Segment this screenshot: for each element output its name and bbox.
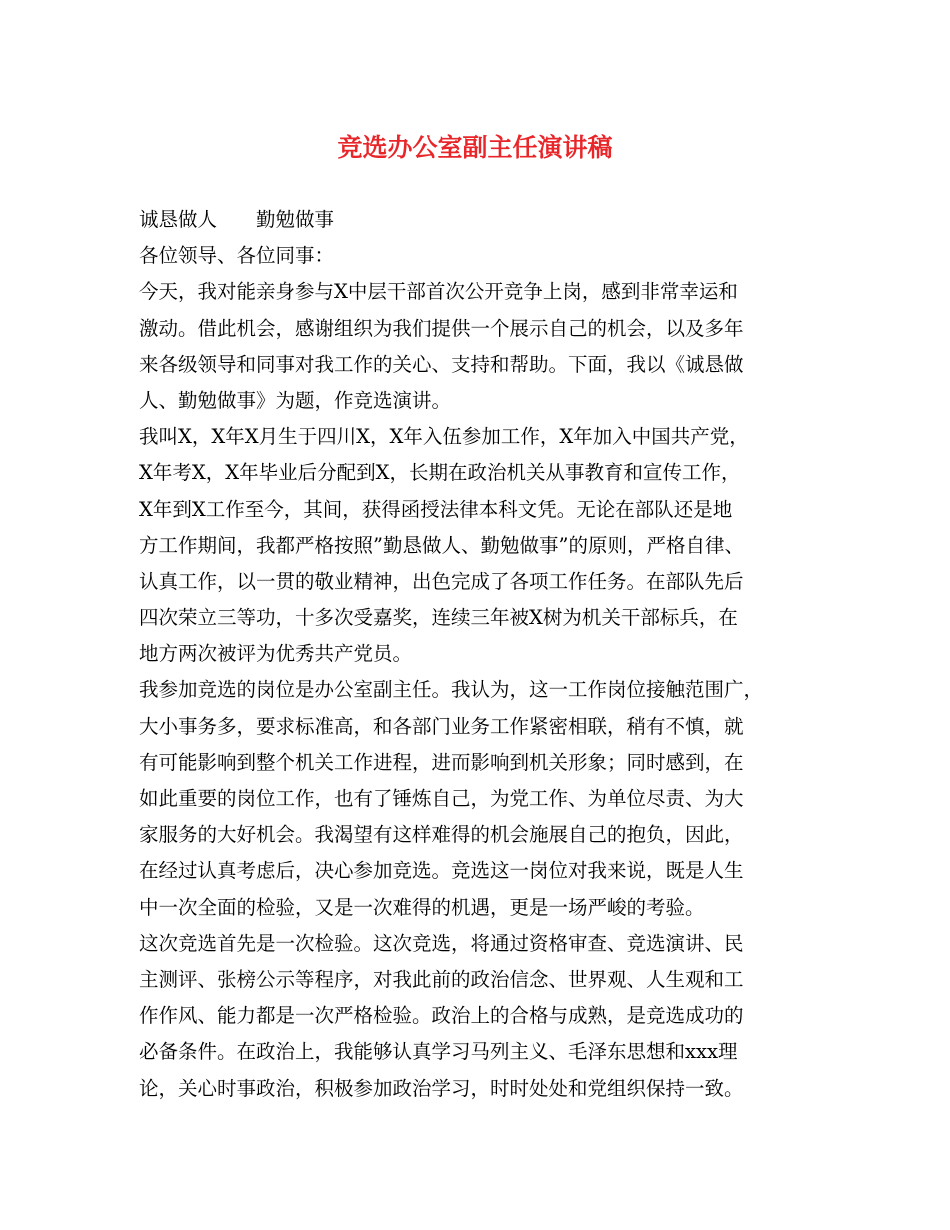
text-line: 这次竞选首先是一次检验。这次竞选，将通过资格审查、竞选演讲、民	[139, 931, 744, 955]
text-line: 各位领导、各位同事：	[139, 244, 335, 268]
text-line: X年到X工作至今，其间，获得函授法律本科文凭。无论在部队还是地	[139, 497, 733, 521]
text-line: 中一次全面的检验，又是一次难得的机遇，更是一场严峻的考验。	[139, 895, 705, 919]
text-line: 作作风、能力都是一次严格检验。政治上的合格与成熟，是竞选成功的	[139, 1004, 744, 1028]
text-line: 来各级领导和同事对我工作的关心、支持和帮助。下面，我以《诚恳做	[139, 352, 744, 376]
text-line: 大小事务多，要求标准高，和各部门业务工作紧密相联，稍有不慎，就	[139, 714, 744, 738]
text-line: 如此重要的岗位工作，也有了锤炼自己，为党工作、为单位尽责、为大	[139, 787, 744, 810]
document-title: 竞选办公室副主任演讲稿	[337, 133, 613, 162]
text-line: X年考X，X年毕业后分配到X，长期在政治机关从事教育和宣传工作，	[139, 461, 741, 485]
text-line: 我叫X，X年X月生于四川X，X年入伍参加工作，X年加入中国共产党，	[139, 425, 749, 449]
document-body	[139, 202, 819, 1107]
text-line: 认真工作，以一贯的敬业精神，出色完成了各项工作任务。在部队先后	[139, 569, 744, 593]
text-line: 有可能影响到整个机关工作进程，进而影响到机关形象；同时感到，在	[139, 750, 744, 774]
text-line: 必备条件。在政治上，我能够认真学习马列主义、毛泽东思想和xxx理	[139, 1040, 738, 1064]
text-line: 今天，我对能亲身参与X中层干部首次公开竞争上岗，感到非常幸运和	[139, 280, 738, 304]
text-line: 方工作期间，我都严格按照”勤恳做人、勤勉做事”的原则，严格自律、	[139, 533, 744, 557]
text-line: 论，关心时事政治，积极参加政治学习，时时处处和党组织保持一致。	[139, 1076, 744, 1100]
text-line: 主测评、张榜公示等程序，对我此前的政治信念、世界观、人生观和工	[139, 967, 744, 991]
text-line: 我参加竞选的岗位是办公室副主任。我认为，这一工作岗位接触范围广，	[139, 678, 764, 702]
text-line: 家服务的大好机会。我渴望有这样难得的机会施展自己的抱负，因此，	[139, 823, 744, 847]
text-line: 人、勤勉做事》为题，作竞选演讲。	[139, 388, 452, 412]
text-line: 在经过认真考虑后，决心参加竞选。竞选这一岗位对我来说，既是人生	[139, 859, 744, 883]
text-line: 诚恳做人 勤勉做事	[139, 208, 335, 231]
text-line: 四次荣立三等功，十多次受嘉奖，连续三年被X树为机关干部标兵，在	[139, 606, 738, 630]
text-line: 激动。借此机会，感谢组织为我们提供一个展示自己的机会，以及多年	[139, 316, 744, 340]
text-line: 地方两次被评为优秀共产党员。	[139, 642, 413, 666]
